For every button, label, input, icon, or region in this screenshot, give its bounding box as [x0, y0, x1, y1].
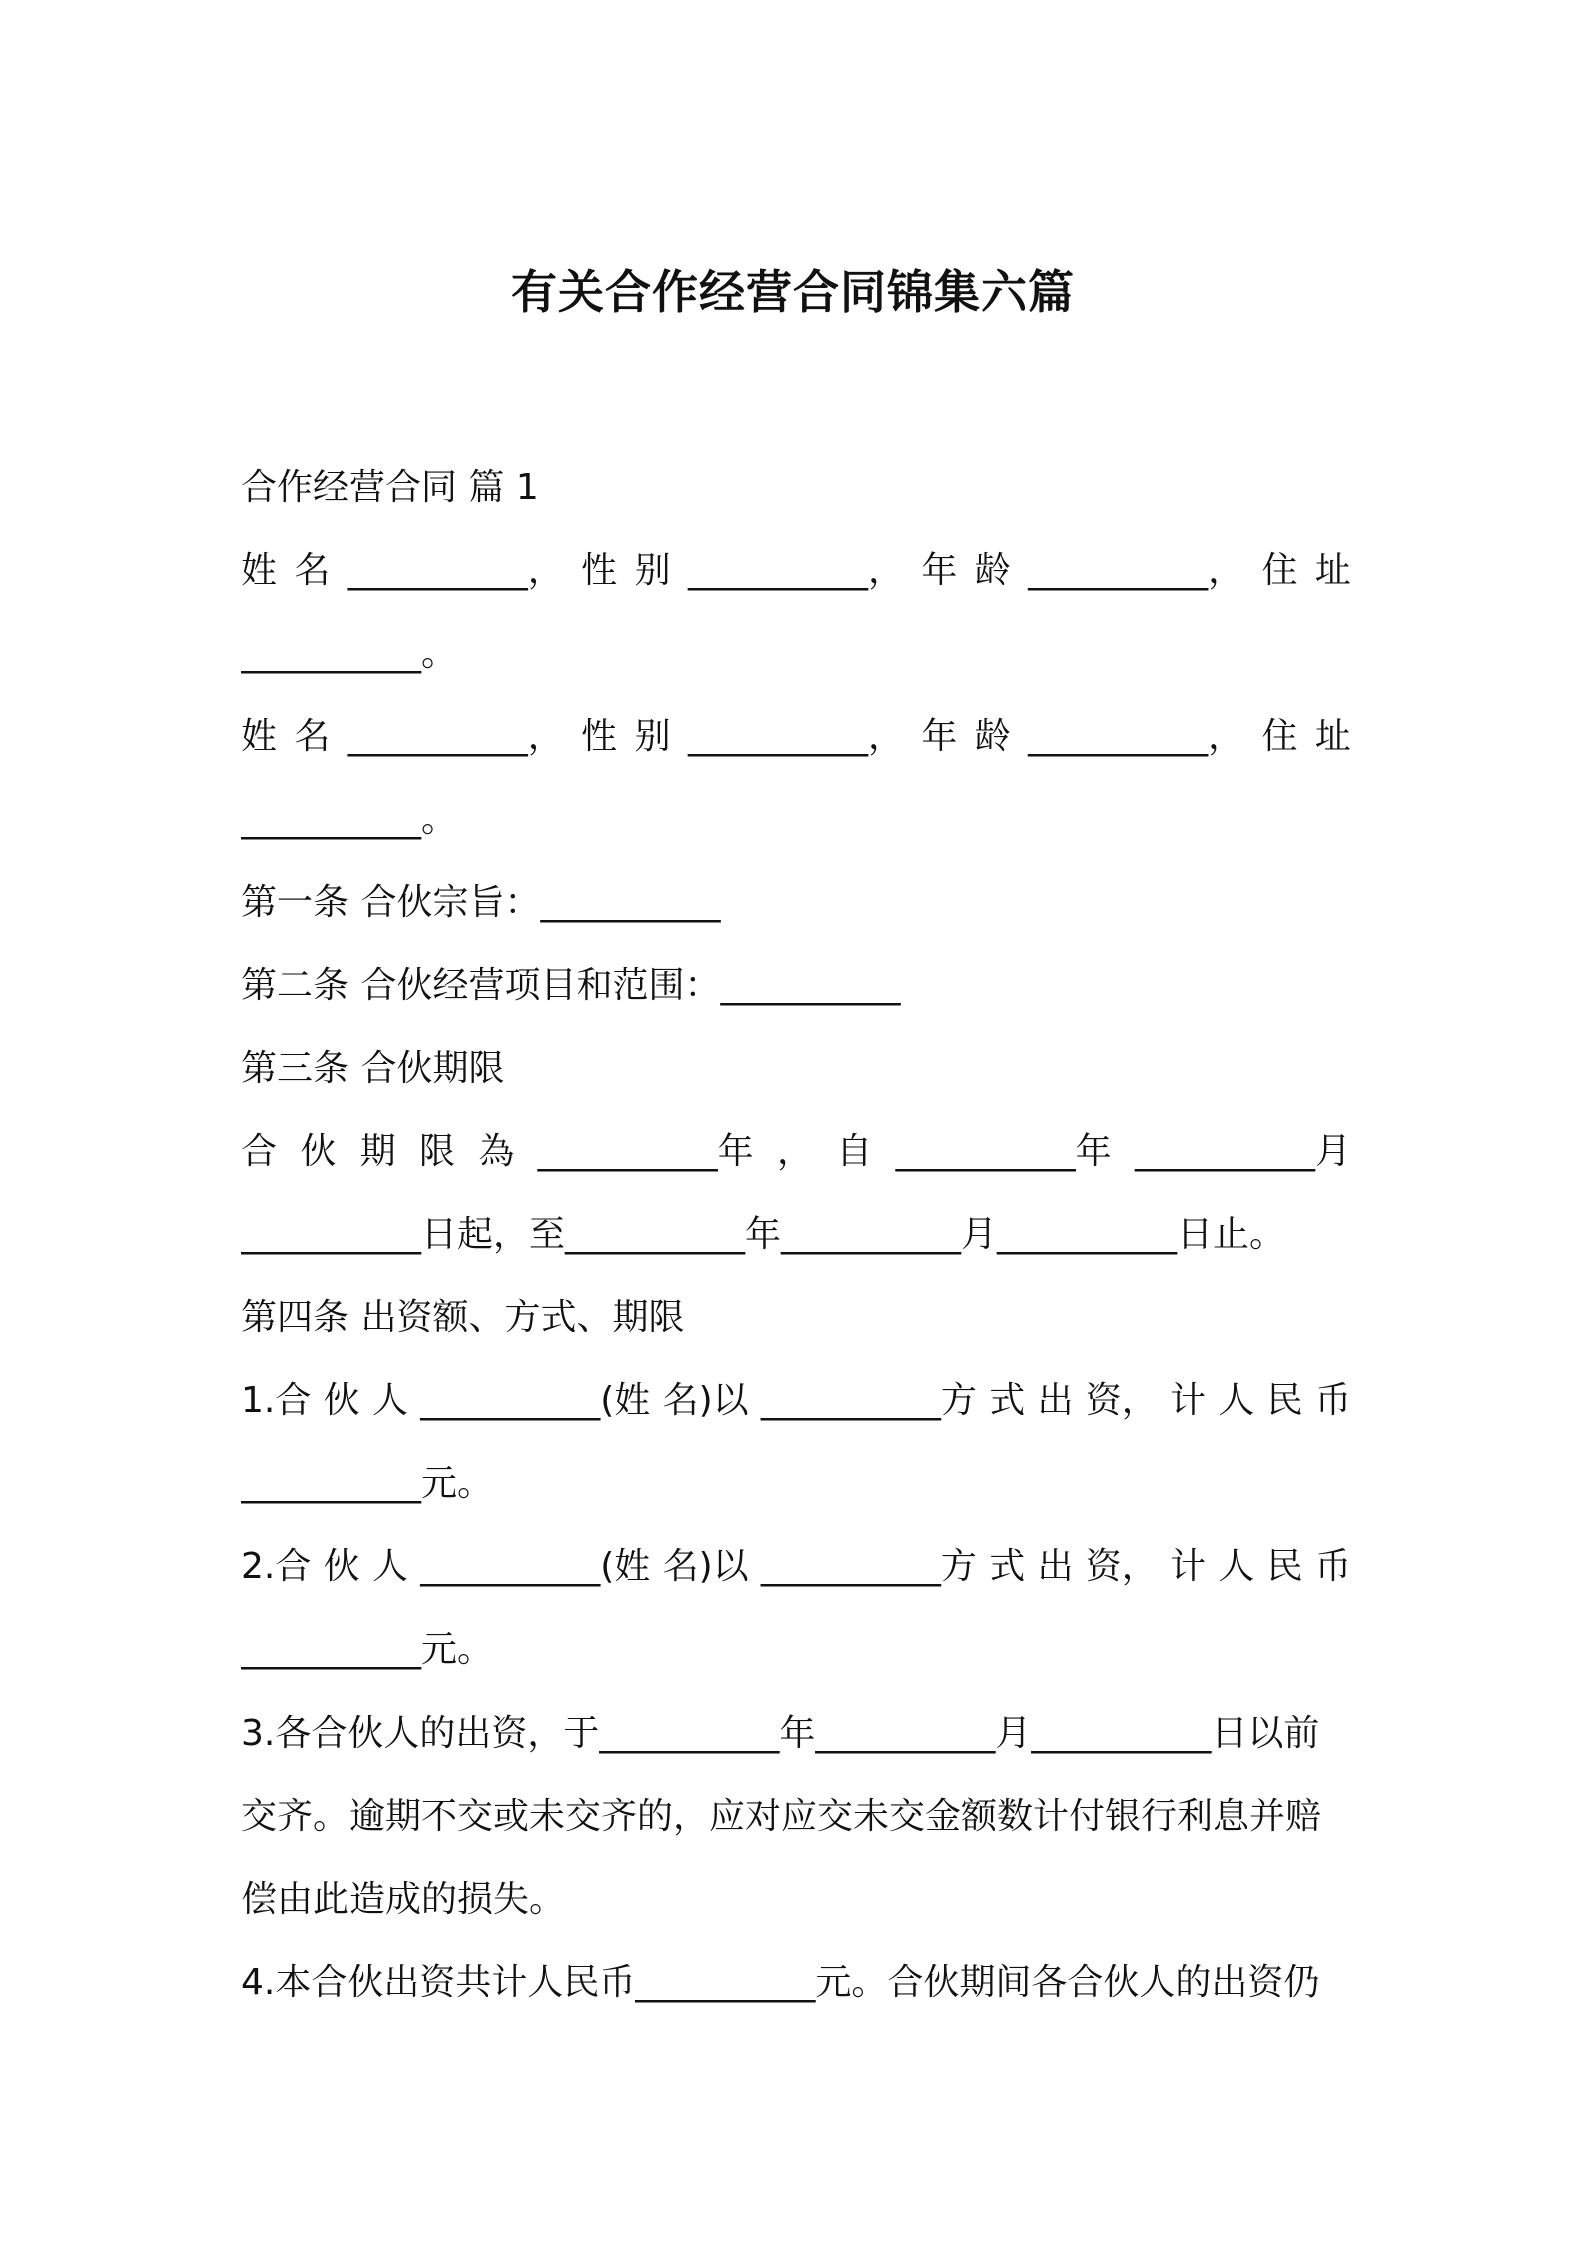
line-text: 式 — [989, 1380, 1026, 1421]
line-text: __________元。 — [241, 1463, 494, 1504]
line-text: 合作经营合同 篇 1 — [241, 467, 539, 508]
document-line — [241, 1288, 1351, 1348]
document-line — [241, 458, 1351, 518]
document-line — [241, 873, 1351, 933]
line-text: 名)以 — [662, 1546, 749, 1587]
line-text: __________年 — [537, 1131, 754, 1172]
line-text: __________， — [1028, 716, 1245, 757]
document-line — [241, 790, 1351, 850]
line-text: 性 — [581, 716, 618, 757]
line-text: __________， — [347, 550, 564, 591]
line-text: 名 — [294, 716, 331, 757]
document-line — [241, 1953, 1351, 2013]
line-text: 币 — [1314, 1546, 1351, 1587]
line-text: 币 — [1314, 1380, 1351, 1421]
line-text: 计 — [1170, 1380, 1207, 1421]
document-title: 有关合作经营合同锦集六篇 — [511, 265, 1075, 319]
line-text: 人 — [1218, 1546, 1255, 1587]
line-text: 址 — [1314, 550, 1351, 591]
line-text: 3.各合伙人的出资，于__________年__________月__________日以前 — [241, 1713, 1320, 1754]
line-text: 龄 — [974, 550, 1011, 591]
line-text: 式 — [989, 1546, 1026, 1587]
line-text: 别 — [634, 716, 671, 757]
document-line — [241, 1620, 1351, 1680]
line-text: 偿由此造成的损失。 — [241, 1879, 566, 1920]
line-text: __________方 — [760, 1380, 977, 1421]
line-text: 姓 — [241, 550, 278, 591]
line-text: 人 — [371, 1380, 408, 1421]
line-text: 合 — [241, 1131, 278, 1172]
line-text: 伙 — [323, 1380, 360, 1421]
document-line — [241, 1870, 1351, 1930]
line-text: __________， — [687, 550, 904, 591]
document-line — [241, 541, 1351, 601]
line-text: 资， — [1085, 1546, 1158, 1587]
line-text: __________元。 — [241, 1629, 494, 1670]
line-text: 性 — [581, 550, 618, 591]
line-text: 出 — [1037, 1546, 1074, 1587]
line-text: 出 — [1037, 1380, 1074, 1421]
line-text: 第四条 出资额、方式、期限 — [241, 1297, 685, 1338]
line-text: 资， — [1085, 1380, 1158, 1421]
line-text: 人 — [1218, 1380, 1255, 1421]
line-text: ， — [776, 1131, 813, 1172]
document-line — [241, 1205, 1351, 1265]
line-text: 4.本合伙出资共计人民币__________元。合伙期间各合伙人的出资仍 — [241, 1962, 1320, 2003]
line-text: __________月 — [1134, 1131, 1351, 1172]
line-text: 址 — [1314, 716, 1351, 757]
line-text: __________。 — [241, 799, 458, 840]
line-text: __________， — [1028, 550, 1245, 591]
line-text: __________， — [687, 716, 904, 757]
document-line — [241, 1537, 1351, 1597]
line-text: 1.合 — [241, 1380, 312, 1421]
line-text: 第一条 合伙宗旨：__________ — [241, 882, 721, 923]
document-line — [241, 707, 1351, 767]
document-line — [241, 1787, 1351, 1847]
line-text: 龄 — [974, 716, 1011, 757]
line-text: 计 — [1170, 1546, 1207, 1587]
line-text: 民 — [1266, 1546, 1303, 1587]
line-text: 别 — [634, 550, 671, 591]
document-line — [241, 624, 1351, 684]
line-text: 第三条 合伙期限 — [241, 1048, 505, 1089]
line-text: 為 — [478, 1131, 515, 1172]
line-text: __________， — [347, 716, 564, 757]
line-text: 姓 — [241, 716, 278, 757]
line-text: 限 — [418, 1131, 455, 1172]
line-text: __________(姓 — [420, 1380, 651, 1421]
line-text: 伙 — [300, 1131, 337, 1172]
document-line — [241, 1454, 1351, 1514]
line-text: __________年 — [895, 1131, 1112, 1172]
line-text: 第二条 合伙经营项目和范围：__________ — [241, 965, 901, 1006]
line-text: 人 — [371, 1546, 408, 1587]
line-text: 交齐。逾期不交或未交齐的，应对应交未交金额数计付银行利息并赔 — [241, 1796, 1322, 1837]
line-text: __________日起，至__________年__________月__________日止。 — [241, 1214, 1286, 1255]
line-text: 住 — [1261, 716, 1298, 757]
document-line — [241, 1039, 1351, 1099]
line-text: __________(姓 — [420, 1546, 651, 1587]
line-text: 伙 — [323, 1546, 360, 1587]
line-text: 住 — [1261, 550, 1298, 591]
line-text: __________方 — [760, 1546, 977, 1587]
line-text: 年 — [921, 716, 958, 757]
document-line — [241, 956, 1351, 1016]
line-text: 民 — [1266, 1380, 1303, 1421]
document-line — [241, 1122, 1351, 1182]
line-text: 自 — [836, 1131, 873, 1172]
line-text: __________。 — [241, 633, 458, 674]
line-text: 年 — [921, 550, 958, 591]
line-text: 名)以 — [662, 1380, 749, 1421]
document-line — [241, 1704, 1351, 1764]
document-line — [241, 1371, 1351, 1431]
line-text: 期 — [359, 1131, 396, 1172]
line-text: 名 — [294, 550, 331, 591]
line-text: 2.合 — [241, 1546, 312, 1587]
